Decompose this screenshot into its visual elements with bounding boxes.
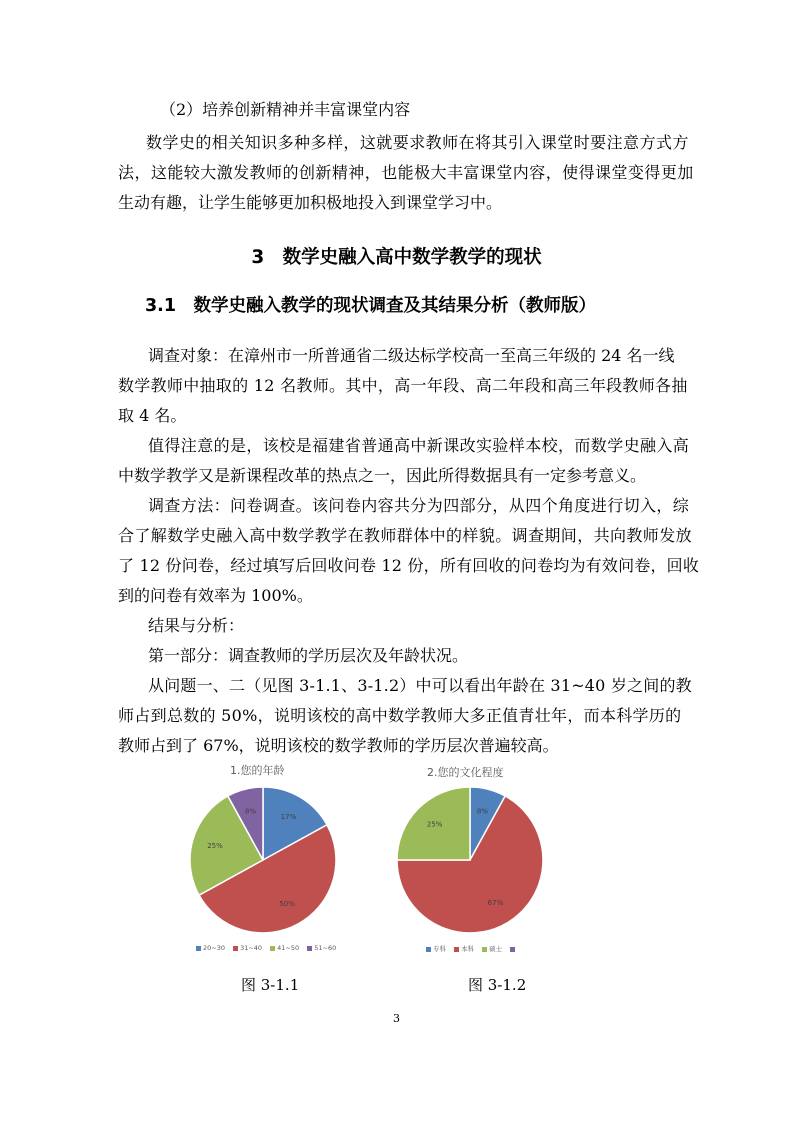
paragraph-line: 生动有趣，让学生能够更加积极地投入到课堂学习中。	[118, 193, 503, 212]
chart-1-pie	[183, 780, 343, 940]
figure-caption-2: 图 3-1.2	[468, 976, 527, 994]
slice-label: 8%	[476, 807, 488, 816]
body-line: 结果与分析：	[148, 616, 245, 635]
body-line: 师占到总数的 50%，说明该校的高中数学教师大多正值青壮年，而本科学历的	[118, 706, 682, 725]
body-line: 调查对象：在漳州市一所普通省二级达标学校高一至高三年级的 24 名一线	[148, 346, 675, 365]
legend-swatch	[233, 946, 238, 951]
body-line: 数学教师中抽取的 12 名教师。其中，高一年段、高二年段和高三年段教师各抽	[118, 376, 688, 395]
legend-swatch	[307, 946, 312, 951]
chart-1-legend	[196, 944, 336, 952]
slice-label: 17%	[280, 812, 297, 821]
legend-label: 硕士	[489, 945, 503, 953]
body-line: 调查方法：问卷调查。该问卷内容共分为四部分，从四个角度进行切入，综	[148, 496, 690, 515]
legend-swatch	[454, 947, 459, 952]
figure-caption-1: 图 3-1.1	[241, 976, 300, 994]
slice-label: 25%	[426, 820, 443, 829]
slice-label: 67%	[487, 899, 504, 908]
chart-2-title: 2.您的文化程度	[427, 766, 504, 779]
body-line: 合了解数学史融入高中数学教学在教师群体中的样貌。调查期间，共向教师发放	[118, 526, 693, 545]
body-line: 值得注意的是，该校是福建省普通高中新课改实验样本校，而数学史融入高	[148, 436, 690, 455]
section-heading-3: 3 数学史融入高中数学教学的现状	[251, 247, 542, 268]
legend-swatch	[196, 946, 201, 951]
legend-label: 专科	[433, 945, 446, 953]
body-line: 取 4 名。	[118, 406, 187, 425]
legend-swatch	[482, 947, 487, 952]
legend-label: 41~50	[277, 944, 300, 952]
legend-swatch	[510, 947, 515, 952]
body-line: 从问题一、二（见图 3-1.1、3-1.2）中可以看出年龄在 31~40 岁之间的教	[148, 676, 692, 695]
body-line: 教师占到了 67%，说明该校的数学教师的学历层次普遍较高。	[118, 736, 559, 755]
legend-label: 本科	[461, 945, 475, 953]
legend-label: 20~30	[203, 944, 225, 952]
legend-label: 51~60	[314, 944, 337, 952]
page-number: 3	[393, 1012, 400, 1025]
body-line: 了 12 份问卷，经过填写后回收问卷 12 份，所有回收的问卷均为有效问卷，回收	[118, 556, 700, 575]
section-heading-3-1: 3.1 数学史融入教学的现状调查及其结果分析（教师版）	[145, 296, 596, 316]
chart-1-title: 1.您的年龄	[230, 764, 285, 777]
sub-heading-2: （2）培养创新精神并丰富课堂内容	[160, 100, 411, 119]
body-line: 中数学教学又是新课程改革的热点之一，因此所得数据具有一定参考意义。	[118, 466, 647, 485]
paragraph-line: 数学史的相关知识多种多样，这就要求教师在将其引入课堂时要注意方式方	[146, 133, 689, 152]
legend-swatch	[270, 946, 275, 951]
body-line: 到的问卷有效率为 100%。	[118, 586, 313, 605]
slice-label: 8%	[245, 807, 257, 816]
chart-2-pie	[391, 780, 551, 940]
legend-label: 31~40	[240, 944, 263, 952]
paragraph-line: 法，这能较大激发教师的创新精神，也能极大丰富课堂内容，使得课堂变得更加	[118, 163, 694, 182]
legend-swatch	[426, 947, 431, 952]
chart-2-legend	[426, 944, 517, 953]
slice-label: 50%	[279, 899, 295, 908]
body-line: 第一部分：调查教师的学历层次及年龄状况。	[148, 646, 469, 665]
slice-label: 25%	[207, 842, 223, 851]
